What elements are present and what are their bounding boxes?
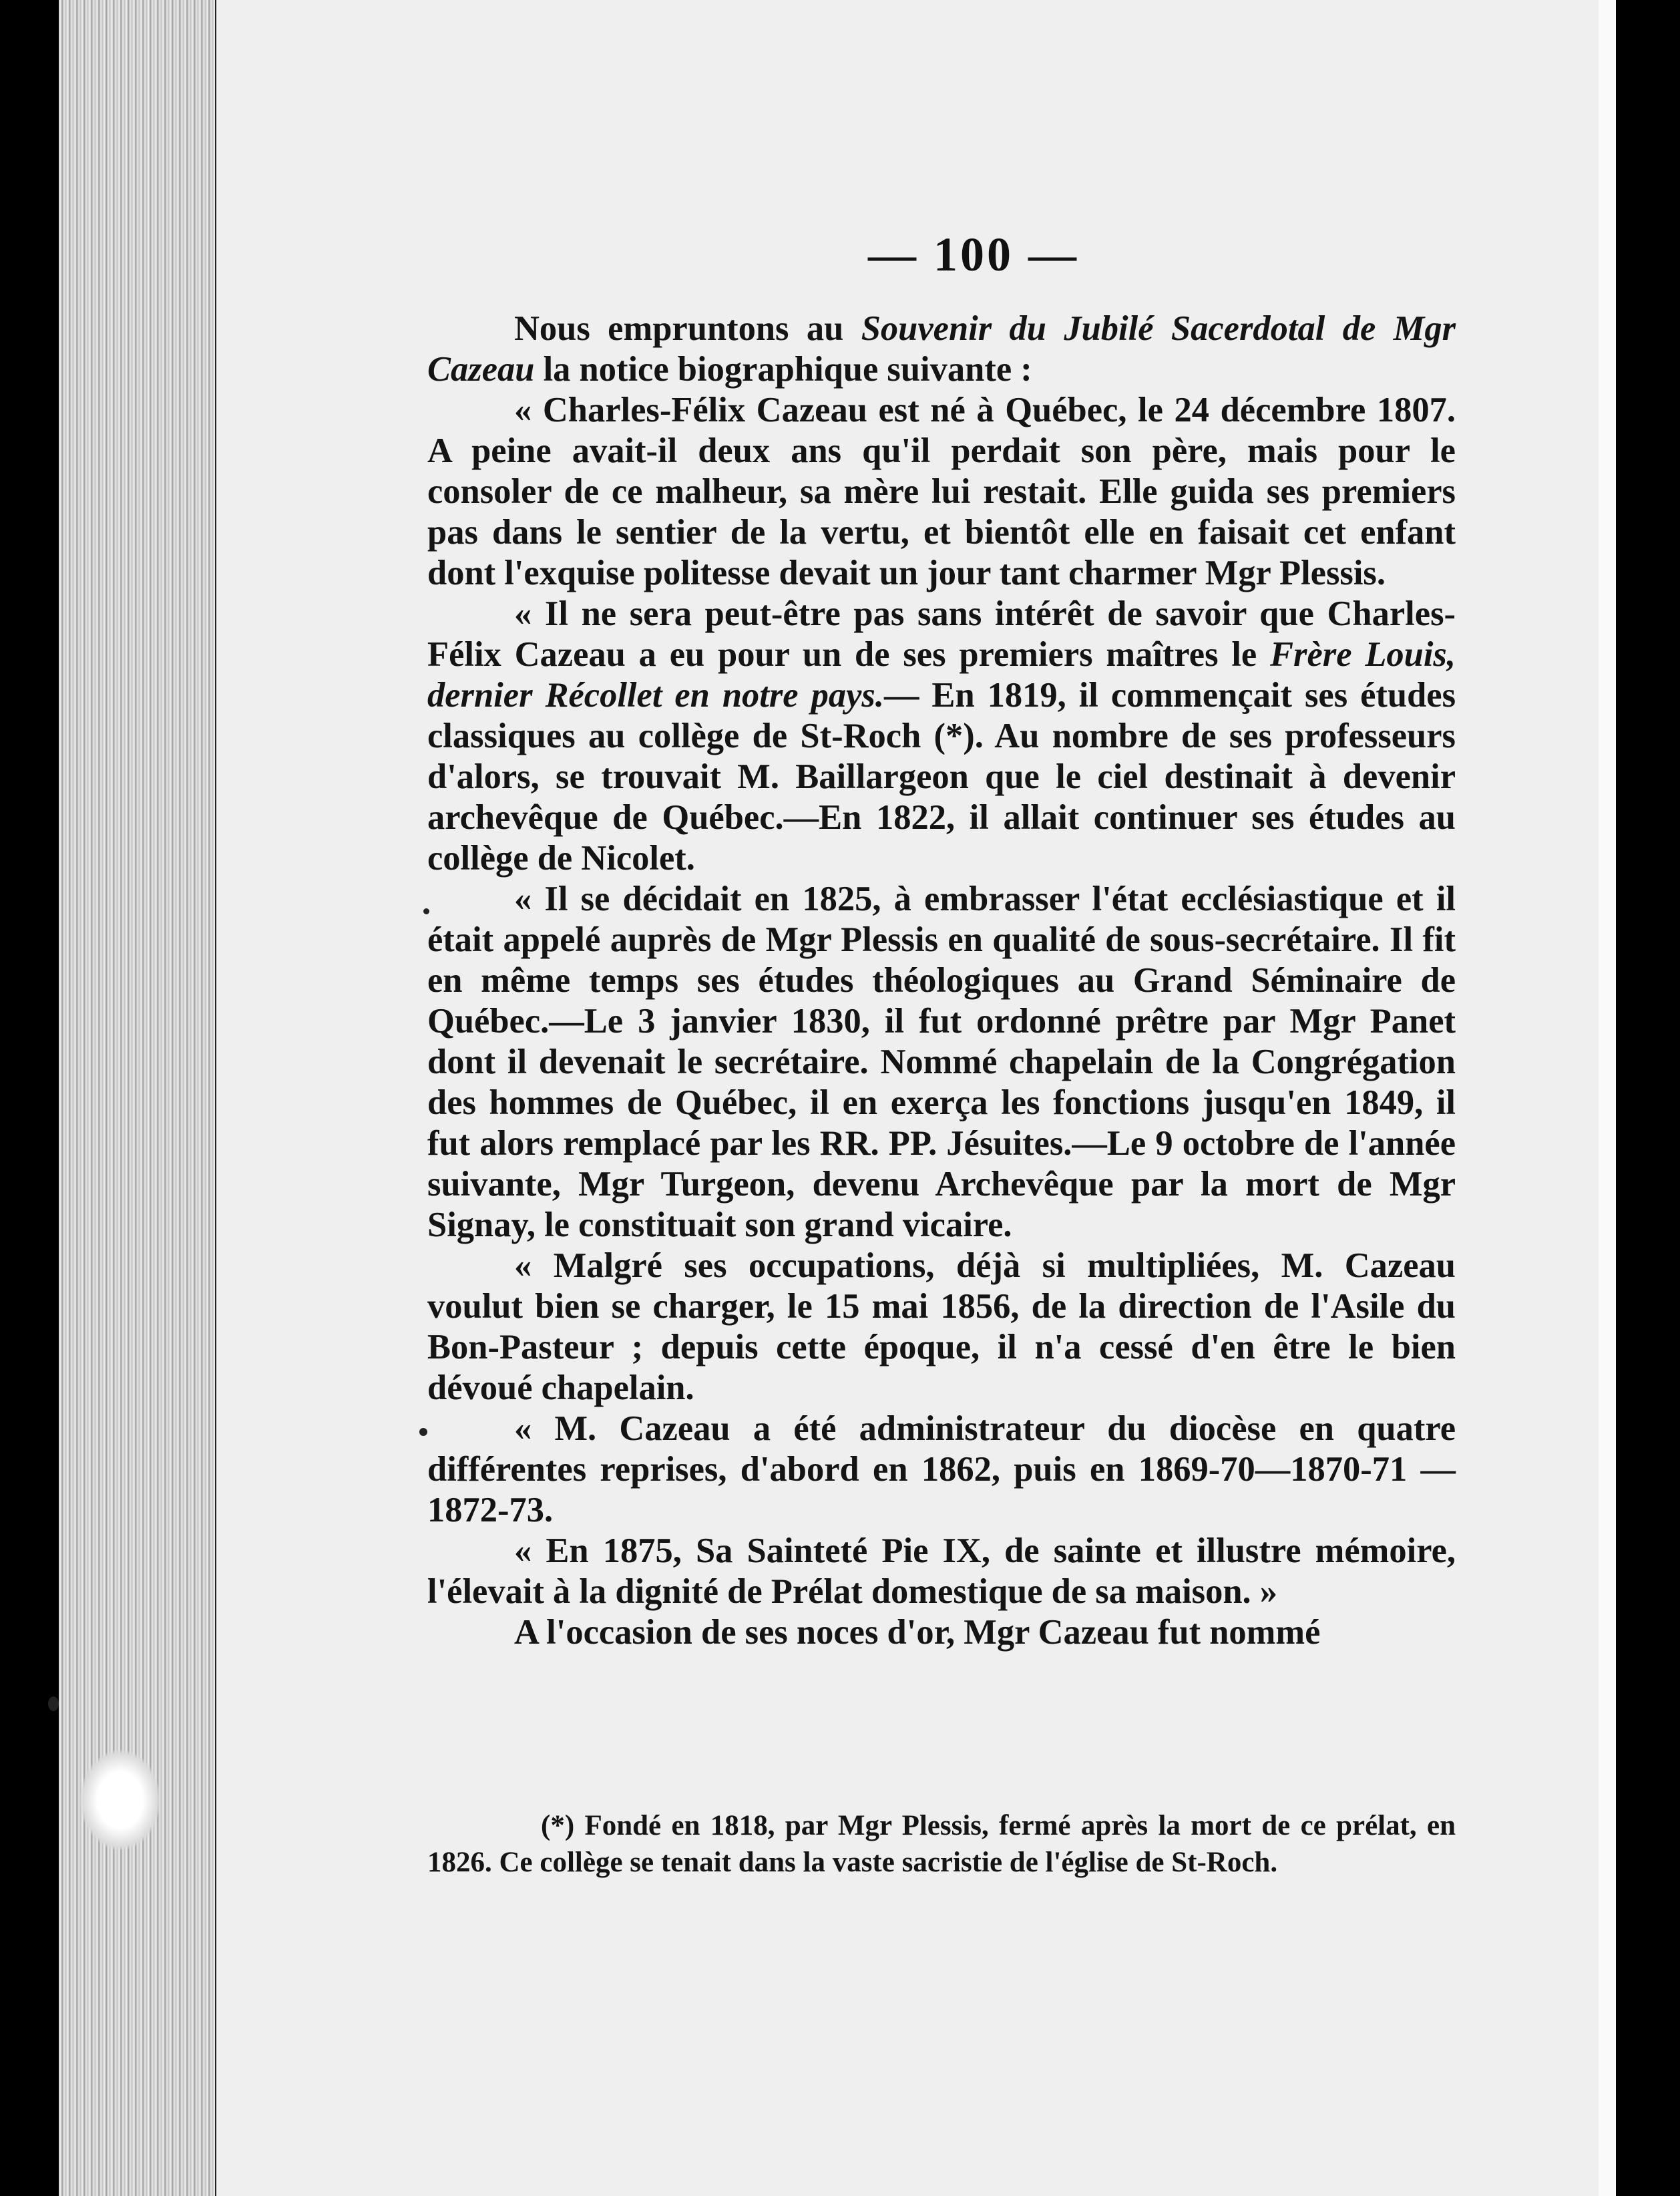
body-text bbox=[427, 309, 1456, 1653]
text-run: la notice biographique suivante : bbox=[534, 350, 1032, 389]
text-run: « Charles-Félix Cazeau est né à Québec, le 24 décembre 1807. A peine avait-il deux ans qu'il perdait son père, mais pour le consoler de ce malheur, sa mère lui restait. Elle guida ses premiers pas dans le sentier de la vertu, et bientôt elle en faisait cet enfant dont l'exquise politesse devait un jour tant charmer Mgr Plessis. bbox=[427, 391, 1456, 592]
scan-border bbox=[1616, 0, 1680, 2196]
paragraph bbox=[427, 1409, 1456, 1531]
paragraph bbox=[427, 390, 1456, 594]
text-run: Nous empruntons au bbox=[514, 309, 861, 348]
text-run: « M. Cazeau a été administrateur du diocèse en quatre différentes reprises, d'abord en 1862, puis en 1869-70—1870-71 —1872-73. bbox=[427, 1409, 1456, 1529]
paragraph bbox=[427, 879, 1456, 1246]
page-right-margin bbox=[1599, 0, 1616, 2196]
paragraph bbox=[427, 594, 1456, 879]
text-run: « En 1875, Sa Sainteté Pie IX, de sainte et illustre mémoire, l'élevait à la dignité de Prélat domestique de sa maison. » bbox=[427, 1531, 1456, 1611]
text-run: « Malgré ses occupations, déjà si multipliées, M. Cazeau voulut bien se charger, le 15 mai 1856, de la direction de l'Asile du Bon-Pasteur ; depuis cette époque, il n'a cessé d'en être le bien dévoué chapelain. bbox=[427, 1246, 1456, 1407]
italic-text: Frère Louis, dernier Récollet en notre pays. bbox=[427, 635, 1456, 715]
text-run: « Il ne sera peut-être pas sans intérêt de savoir que Charles-Félix Cazeau a eu pour un de ses premiers maîtres le bbox=[427, 594, 1456, 674]
page-stack-edge bbox=[59, 0, 216, 2196]
ink-speck bbox=[419, 1428, 427, 1436]
page-number: — 100 — bbox=[868, 228, 1079, 281]
text-run: « Il se décidait en 1825, à embrasser l'état ecclésiastique et il était appelé auprès de Mgr Plessis en qualité de sous-secrétaire. Il fit en même temps ses études théologiques au Grand Séminaire de Québec.—Le 3 janvier 1830, il fut ordonné prêtre par Mgr Panet dont il devenait le secrétaire. Nommé chapelain de la Congrégation des hommes de Québec, il en exerça les fonctions jusqu'en 1849, il fut alors remplacé par les RR. PP. Jésuites.—Le 9 octobre de l'année suivante, Mgr Turgeon, devenu Archevêque par la mort de Mgr Signay, le constituait son grand vicaire. bbox=[427, 880, 1456, 1244]
paragraph bbox=[427, 309, 1456, 390]
text-run: A l'occasion de ses noces d'or, Mgr Cazeau fut nommé bbox=[514, 1613, 1321, 1652]
ink-speck bbox=[48, 1696, 59, 1711]
text-run: — En 1819, il commençait ses études classiques au collège de St-Roch (*). Au nombre de ses professeurs d'alors, se trouvait M. Baillargeon que le ciel destinait à devenir archevêque de Québec.—En 1822, il allait continuer ses études au collège de Nicolet. bbox=[427, 676, 1456, 878]
paragraph bbox=[427, 1531, 1456, 1612]
footnote bbox=[427, 1807, 1456, 1881]
paragraph bbox=[427, 1612, 1456, 1653]
italic-text: Souvenir du Jubilé Sacerdotal de Mgr Cazeau bbox=[427, 309, 1456, 389]
paragraph bbox=[427, 1246, 1456, 1409]
footnote-text: (*) Fondé en 1818, par Mgr Plessis, fermé après la mort de ce prélat, en 1826. Ce collège se tenait dans la vaste sacristie de l'église de St-Roch. bbox=[427, 1810, 1456, 1878]
paper-stain bbox=[80, 1750, 160, 1850]
